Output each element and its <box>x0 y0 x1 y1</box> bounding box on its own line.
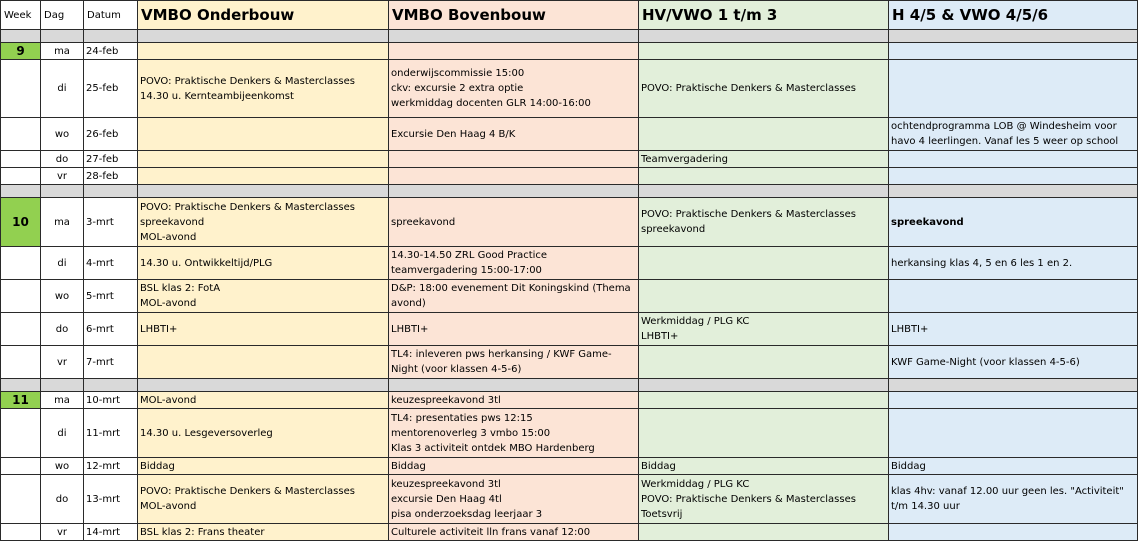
day-cell: ma <box>41 198 84 247</box>
event-cell-vmbo-bovenbouw: 14.30-14.50 ZRL Good Practice teamvergadering 15:00-17:00 <box>389 247 639 280</box>
event-cell-vmbo-bovenbouw: TL4: presentaties pws 12:15 mentorenoverleg 3 vmbo 15:00 Klas 3 activiteit ontdek MBO Hardenberg <box>389 409 639 458</box>
event-cell-vmbo-onderbouw: POVO: Praktische Denkers & Masterclasses MOL-avond <box>138 475 389 524</box>
event-cell-h45-vwo456 <box>889 280 1138 313</box>
header-vmbo-onderbouw: VMBO Onderbouw <box>138 1 389 30</box>
week-cell <box>1 346 41 379</box>
separator-cell <box>84 30 138 43</box>
event-cell-hv-vwo-1-3: Werkmiddag / PLG KC LHBTI+ <box>639 313 889 346</box>
day-cell: ma <box>41 392 84 409</box>
event-cell-hv-vwo-1-3 <box>639 346 889 379</box>
separator-cell <box>41 379 84 392</box>
header-dag: Dag <box>41 1 84 30</box>
table-row <box>1 168 1138 185</box>
week-cell <box>1 409 41 458</box>
table-row <box>1 198 1138 247</box>
event-cell-vmbo-onderbouw: BSL klas 2: Frans theater <box>138 524 389 541</box>
week-cell <box>1 168 41 185</box>
table-row <box>1 280 1138 313</box>
event-cell-vmbo-onderbouw <box>138 43 389 60</box>
table-row <box>1 458 1138 475</box>
week-number: 11 <box>1 392 41 409</box>
week-separator <box>1 185 1138 198</box>
date-cell: 27-feb <box>84 151 138 168</box>
date-cell: 25-feb <box>84 60 138 118</box>
week-cell <box>1 247 41 280</box>
event-cell-vmbo-bovenbouw: Biddag <box>389 458 639 475</box>
event-cell-vmbo-onderbouw <box>138 118 389 151</box>
separator-cell <box>389 185 639 198</box>
separator-cell <box>1 30 41 43</box>
separator-cell <box>889 379 1138 392</box>
event-cell-vmbo-onderbouw: POVO: Praktische Denkers & Masterclasses spreekavond MOL-avond <box>138 198 389 247</box>
week-cell <box>1 60 41 118</box>
event-cell-h45-vwo456 <box>889 60 1138 118</box>
table-row <box>1 60 1138 118</box>
separator-cell <box>389 30 639 43</box>
table-row <box>1 346 1138 379</box>
date-cell: 3-mrt <box>84 198 138 247</box>
event-cell-vmbo-onderbouw <box>138 168 389 185</box>
table-row <box>1 43 1138 60</box>
event-cell-vmbo-bovenbouw: LHBTI+ <box>389 313 639 346</box>
event-cell-hv-vwo-1-3 <box>639 43 889 60</box>
day-cell: vr <box>41 168 84 185</box>
separator-cell <box>1 185 41 198</box>
separator-cell <box>84 379 138 392</box>
day-cell: do <box>41 151 84 168</box>
separator-cell <box>889 185 1138 198</box>
event-cell-h45-vwo456 <box>889 168 1138 185</box>
event-cell-h45-vwo456: LHBTI+ <box>889 313 1138 346</box>
separator-cell <box>639 185 889 198</box>
event-cell-vmbo-onderbouw: BSL klas 2: FotA MOL-avond <box>138 280 389 313</box>
event-cell-vmbo-bovenbouw <box>389 168 639 185</box>
date-cell: 13-mrt <box>84 475 138 524</box>
date-cell: 7-mrt <box>84 346 138 379</box>
week-separator <box>1 30 1138 43</box>
date-cell: 4-mrt <box>84 247 138 280</box>
header-h45-vwo456: H 4/5 & VWO 4/5/6 <box>889 1 1138 30</box>
event-cell-vmbo-onderbouw <box>138 346 389 379</box>
separator-cell <box>84 185 138 198</box>
event-cell-h45-vwo456 <box>889 151 1138 168</box>
table-row <box>1 524 1138 541</box>
event-cell-hv-vwo-1-3: Werkmiddag / PLG KC POVO: Praktische Denkers & Masterclasses Toetsvrij <box>639 475 889 524</box>
event-cell-hv-vwo-1-3: POVO: Praktische Denkers & Masterclasses <box>639 60 889 118</box>
header-vmbo-bovenbouw: VMBO Bovenbouw <box>389 1 639 30</box>
event-cell-hv-vwo-1-3: Teamvergadering <box>639 151 889 168</box>
date-cell: 28-feb <box>84 168 138 185</box>
header-hv-vwo-1-3: HV/VWO 1 t/m 3 <box>639 1 889 30</box>
event-cell-hv-vwo-1-3: Biddag <box>639 458 889 475</box>
week-cell <box>1 475 41 524</box>
event-cell-hv-vwo-1-3 <box>639 247 889 280</box>
separator-cell <box>138 185 389 198</box>
table-row <box>1 118 1138 151</box>
event-cell-h45-vwo456: KWF Game-Night (voor klassen 4-5-6) <box>889 346 1138 379</box>
day-cell: wo <box>41 118 84 151</box>
day-cell: di <box>41 60 84 118</box>
week-cell <box>1 313 41 346</box>
event-cell-vmbo-bovenbouw: Excursie Den Haag 4 B/K <box>389 118 639 151</box>
event-cell-h45-vwo456 <box>889 392 1138 409</box>
separator-cell <box>889 30 1138 43</box>
table-row <box>1 313 1138 346</box>
table-row <box>1 247 1138 280</box>
day-cell: wo <box>41 458 84 475</box>
event-cell-hv-vwo-1-3 <box>639 524 889 541</box>
event-cell-vmbo-onderbouw: POVO: Praktische Denkers & Masterclasses 14.30 u. Kernteambijeenkomst <box>138 60 389 118</box>
day-cell: di <box>41 247 84 280</box>
event-cell-vmbo-onderbouw: MOL-avond <box>138 392 389 409</box>
day-cell: vr <box>41 346 84 379</box>
event-cell-hv-vwo-1-3 <box>639 168 889 185</box>
separator-cell <box>41 30 84 43</box>
day-cell: wo <box>41 280 84 313</box>
event-cell-vmbo-bovenbouw: Culturele activiteit lln frans vanaf 12:00 <box>389 524 639 541</box>
header-row <box>1 1 1138 30</box>
event-cell-h45-vwo456: klas 4hv: vanaf 12.00 uur geen les. "Activiteit" t/m 14.30 uur <box>889 475 1138 524</box>
event-cell-hv-vwo-1-3 <box>639 409 889 458</box>
date-cell: 26-feb <box>84 118 138 151</box>
week-cell <box>1 524 41 541</box>
week-separator <box>1 379 1138 392</box>
week-cell <box>1 458 41 475</box>
event-cell-h45-vwo456: ochtendprogramma LOB @ Windesheim voor havo 4 leerlingen. Vanaf les 5 weer op school <box>889 118 1138 151</box>
event-cell-h45-vwo456 <box>889 524 1138 541</box>
week-cell <box>1 118 41 151</box>
event-cell-vmbo-bovenbouw <box>389 151 639 168</box>
event-cell-vmbo-bovenbouw: keuzespreekavond 3tl <box>389 392 639 409</box>
event-cell-vmbo-bovenbouw: spreekavond <box>389 198 639 247</box>
week-cell <box>1 151 41 168</box>
event-cell-vmbo-onderbouw: 14.30 u. Lesgeversoverleg <box>138 409 389 458</box>
day-cell: do <box>41 313 84 346</box>
week-cell <box>1 280 41 313</box>
event-cell-hv-vwo-1-3: POVO: Praktische Denkers & Masterclasses spreekavond <box>639 198 889 247</box>
date-cell: 5-mrt <box>84 280 138 313</box>
table-row <box>1 475 1138 524</box>
date-cell: 24-feb <box>84 43 138 60</box>
separator-cell <box>639 379 889 392</box>
date-cell: 12-mrt <box>84 458 138 475</box>
date-cell: 10-mrt <box>84 392 138 409</box>
event-cell-h45-vwo456: Biddag <box>889 458 1138 475</box>
event-cell-vmbo-onderbouw <box>138 151 389 168</box>
event-cell-vmbo-bovenbouw: onderwijscommissie 15:00 ckv: excursie 2 extra optie werkmiddag docenten GLR 14:00-16:00 <box>389 60 639 118</box>
event-cell-h45-vwo456 <box>889 43 1138 60</box>
table-row <box>1 392 1138 409</box>
day-cell: vr <box>41 524 84 541</box>
header-week: Week <box>1 1 41 30</box>
event-cell-vmbo-bovenbouw <box>389 43 639 60</box>
week-number: 10 <box>1 198 41 247</box>
table-row <box>1 409 1138 458</box>
event-cell-hv-vwo-1-3 <box>639 118 889 151</box>
separator-cell <box>138 379 389 392</box>
separator-cell <box>138 30 389 43</box>
header-datum: Datum <box>84 1 138 30</box>
event-cell-vmbo-bovenbouw: TL4: inleveren pws herkansing / KWF Game-Night (voor klassen 4-5-6) <box>389 346 639 379</box>
separator-cell <box>389 379 639 392</box>
separator-cell <box>639 30 889 43</box>
day-cell: do <box>41 475 84 524</box>
event-cell-hv-vwo-1-3 <box>639 280 889 313</box>
day-cell: ma <box>41 43 84 60</box>
date-cell: 14-mrt <box>84 524 138 541</box>
event-cell-vmbo-bovenbouw: D&P: 18:00 evenement Dit Koningskind (Thema avond) <box>389 280 639 313</box>
event-cell-vmbo-onderbouw: LHBTI+ <box>138 313 389 346</box>
week-number: 9 <box>1 43 41 60</box>
separator-cell <box>1 379 41 392</box>
separator-cell <box>41 185 84 198</box>
event-cell-vmbo-bovenbouw: keuzespreekavond 3tl excursie Den Haag 4tl pisa onderzoeksdag leerjaar 3 <box>389 475 639 524</box>
date-cell: 11-mrt <box>84 409 138 458</box>
day-cell: di <box>41 409 84 458</box>
event-cell-h45-vwo456: spreekavond <box>889 198 1138 247</box>
event-cell-h45-vwo456: herkansing klas 4, 5 en 6 les 1 en 2. <box>889 247 1138 280</box>
table-row <box>1 151 1138 168</box>
event-cell-h45-vwo456 <box>889 409 1138 458</box>
event-cell-vmbo-onderbouw: Biddag <box>138 458 389 475</box>
event-cell-vmbo-onderbouw: 14.30 u. Ontwikkeltijd/PLG <box>138 247 389 280</box>
event-cell-hv-vwo-1-3 <box>639 392 889 409</box>
date-cell: 6-mrt <box>84 313 138 346</box>
